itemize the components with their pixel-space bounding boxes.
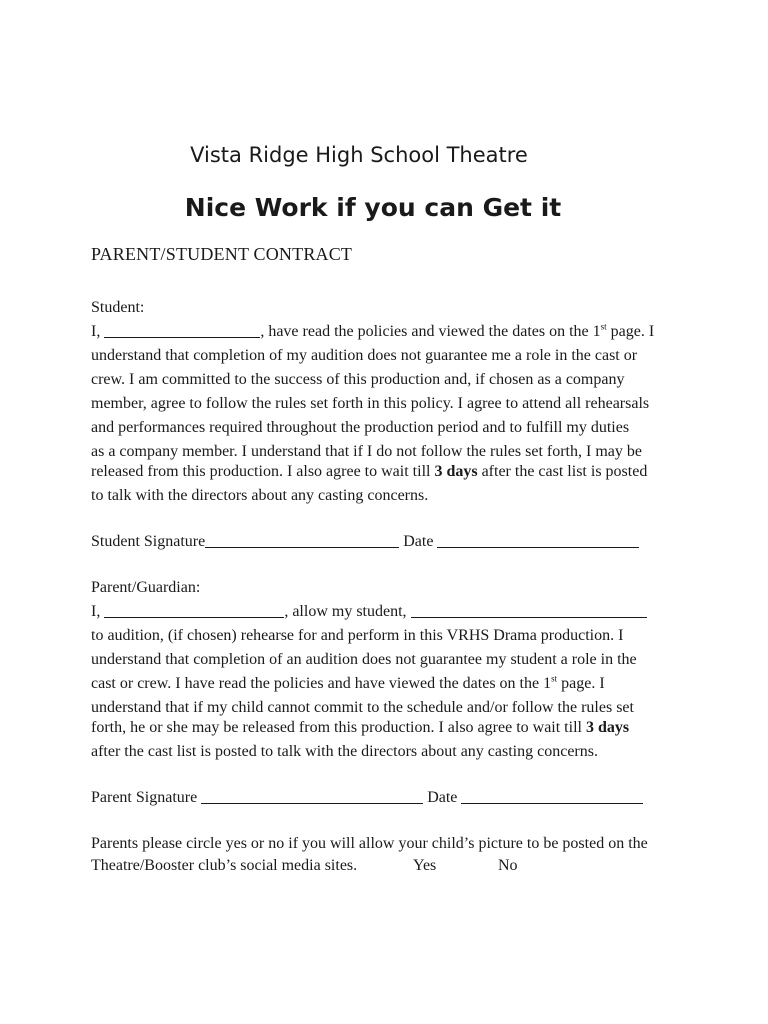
parent-signature-label: Parent Signature [91,789,202,806]
school-title: Vista Ridge High School Theatre [190,143,528,167]
parent-paragraph-line-3: understand that completion of an audition does not guarantee my student a role in the [91,651,637,668]
student-paragraph-line-1 [91,322,654,342]
parent-line1-start: I, [91,603,105,620]
parent-date-label: Date [423,789,462,806]
parent-paragraph-line-5: understand that if my child cannot commit to the schedule and/or follow the rules set [91,699,634,716]
parent-line6-bold: 3 days [585,719,630,736]
photo-consent-text: Theatre/Booster club’s social media sites. [91,857,358,874]
student-name-field[interactable] [104,323,260,338]
student-date-field[interactable] [437,533,639,548]
student-line1-middle: , have read the policies and viewed the dates on the 1 [260,323,601,340]
student-line7-bold: 3 days [434,463,478,480]
student-line1-start: I, [91,323,105,340]
parent-paragraph-line-4 [91,674,605,694]
parent-line6-start: forth, he or she may be released from this production. I also agree to wait till [91,719,586,736]
parent-line4-superscript: st [551,673,558,684]
student-line7-start: released from this production. I also agree to wait till [91,463,435,480]
student-signature-row [91,532,639,552]
student-paragraph-line-7 [91,462,647,482]
production-title: Nice Work if you can Get it [184,193,562,222]
student-signature-label: Student Signature [91,533,206,550]
parent-signature-field[interactable] [201,789,423,804]
parent-line1-middle: , allow my student, [284,603,411,620]
yes-option[interactable]: Yes [413,857,437,874]
student-date-label: Date [399,533,438,550]
student-name-field-parent[interactable] [411,603,647,618]
contract-title: PARENT/STUDENT CONTRACT [91,244,353,264]
student-section-label: Student: [91,299,145,316]
student-paragraph-line-5: and performances required throughout the production period and to fulfill my duties [91,419,630,436]
parent-section-label: Parent/Guardian: [91,579,201,596]
parent-line4-start: cast or crew. I have read the policies and have viewed the dates on the 1 [91,675,552,692]
student-paragraph-line-6: as a company member. I understand that if I do not follow the rules set forth, I may be [91,443,642,460]
student-paragraph-line-4: member, agree to follow the rules set forth in this policy. I agree to attend all rehearsals [91,395,650,412]
parent-name-field[interactable] [104,603,284,618]
parent-paragraph-line-2: to audition, (if chosen) rehearse for and perform in this VRHS Drama production. I [91,627,624,644]
photo-consent-line-2 [91,856,651,876]
no-option[interactable]: No [498,857,518,874]
student-paragraph-line-8: to talk with the directors about any casting concerns. [91,487,429,504]
parent-signature-row [91,788,643,808]
photo-consent-line-1: Parents please circle yes or no if you will allow your child’s picture to be posted on the [91,835,648,852]
student-line7-end: after the cast list is posted [477,463,648,480]
student-paragraph-line-2: understand that completion of my audition does not guarantee me a role in the cast or [91,347,638,364]
student-line1-end: page. I [606,323,655,340]
parent-paragraph-line-1 [91,602,647,622]
parent-line4-end: page. I [557,675,605,692]
parent-date-field[interactable] [461,789,643,804]
parent-paragraph-line-6 [91,718,629,738]
student-paragraph-line-3: crew. I am committed to the success of this production and, if chosen as a company [91,371,625,388]
parent-paragraph-line-7: after the cast list is posted to talk with the directors about any casting concerns. [91,743,598,760]
student-line1-superscript: st [600,321,607,332]
student-signature-field[interactable] [205,533,399,548]
